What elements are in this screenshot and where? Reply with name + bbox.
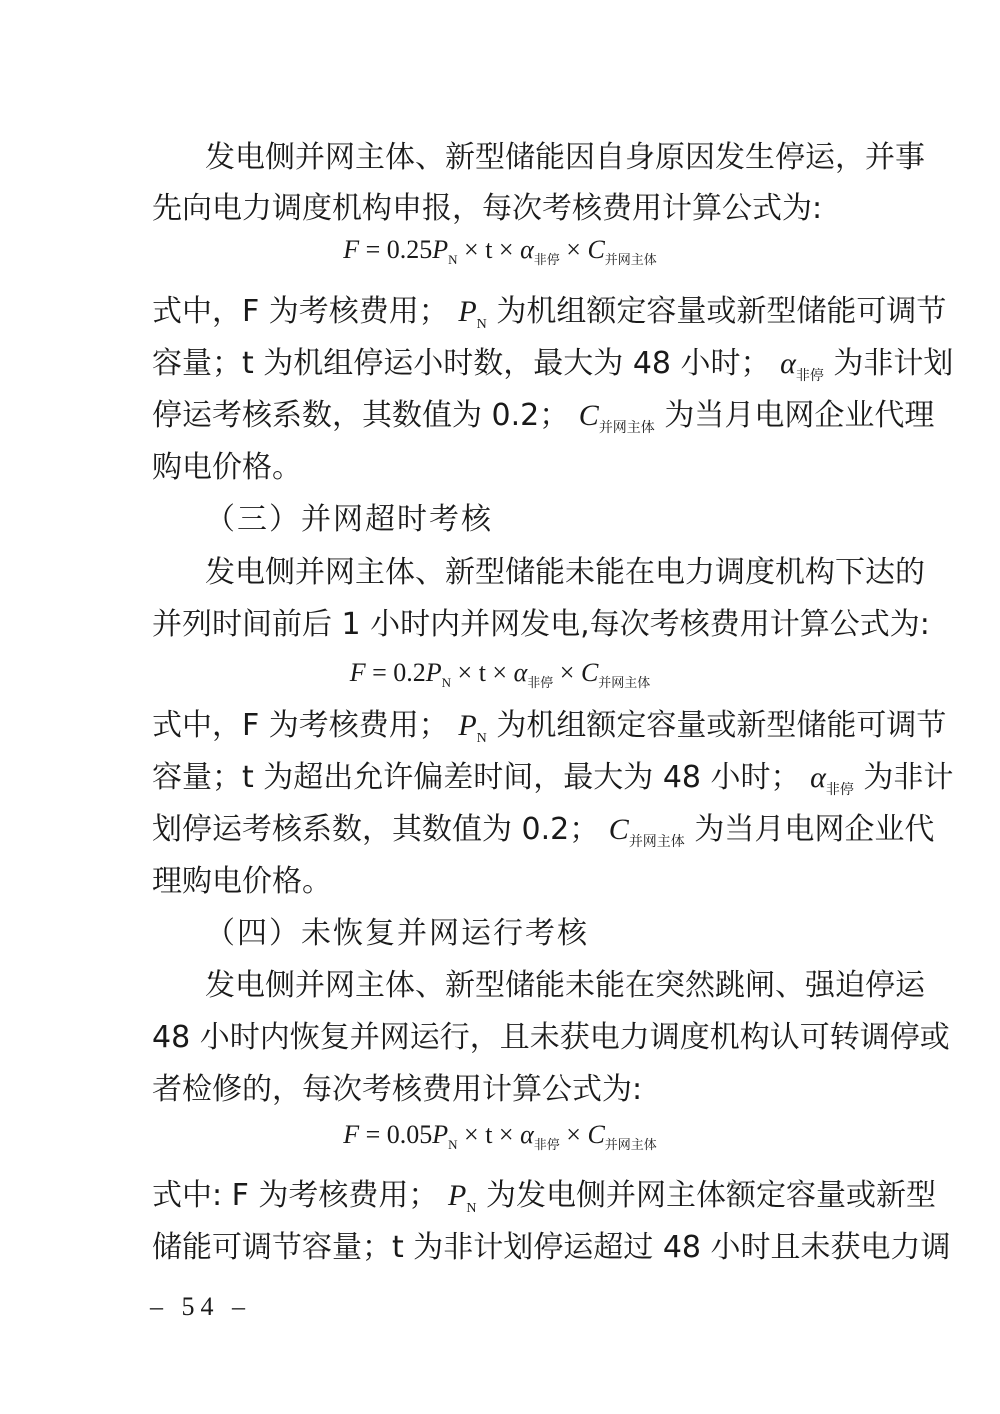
formula-1: $F = 0.25P_N \times t \times \alpha_{非停} \times C_{并网主体}$ — [343, 235, 657, 267]
explain-line: 式中，F 为考核费用； $P_N$ 为机组额定容量或新型储能可调节 — [152, 708, 947, 746]
body-line: 先向电力调度机构申报，每次考核费用计算公式为: — [152, 191, 823, 226]
formula-3: $F = 0.05P_N \times t \times \alpha_{非停} \times C_{并网主体}$ — [343, 1120, 657, 1152]
section-heading: （四）未恢复并网运行考核 — [205, 916, 589, 951]
explain-line: 储能可调节容量；t 为非计划停运超过 48 小时且未获电力调 — [152, 1230, 951, 1265]
explain-line: 式中，F 为考核费用； $P_N$ 为机组额定容量或新型储能可调节 — [152, 294, 947, 332]
body-line: 发电侧并网主体、新型储能因自身原因发生停运，并事 — [205, 140, 925, 175]
explain-line: 理购电价格。 — [152, 864, 332, 899]
body-line: 者检修的，每次考核费用计算公式为: — [152, 1072, 643, 1107]
body-line: 发电侧并网主体、新型储能未能在电力调度机构下达的 — [205, 555, 925, 590]
section-heading: （三）并网超时考核 — [205, 502, 493, 537]
formula-2: $F = 0.2P_N \times t \times \alpha_{非停} \times C_{并网主体}$ — [349, 658, 651, 690]
explain-line: 容量；t 为机组停运小时数，最大为 48 小时； $\alpha_{非停}$ 为非计划 — [152, 346, 954, 384]
explain-line: 停运考核系数，其数值为 0.2； $C_{并网主体}$ 为当月电网企业代理 — [152, 398, 935, 436]
explain-line: 式中: F 为考核费用； $P_N$ 为发电侧并网主体额定容量或新型 — [152, 1178, 936, 1216]
body-line: 48 小时内恢复并网运行，且未获电力调度机构认可转调停或 — [152, 1020, 950, 1055]
explain-line: 划停运考核系数，其数值为 0.2； $C_{并网主体}$ 为当月电网企业代 — [152, 812, 935, 850]
body-line: 发电侧并网主体、新型储能未能在突然跳闸、强迫停运 — [205, 968, 925, 1003]
body-line: 并列时间前后 1 小时内并网发电,每次考核费用计算公式为: — [152, 607, 930, 642]
explain-line: 购电价格。 — [152, 450, 302, 485]
explain-line: 容量；t 为超出允许偏差时间，最大为 48 小时； $\alpha_{非停}$ 为非计 — [152, 760, 954, 798]
page-number: – 54 – — [150, 1292, 251, 1321]
